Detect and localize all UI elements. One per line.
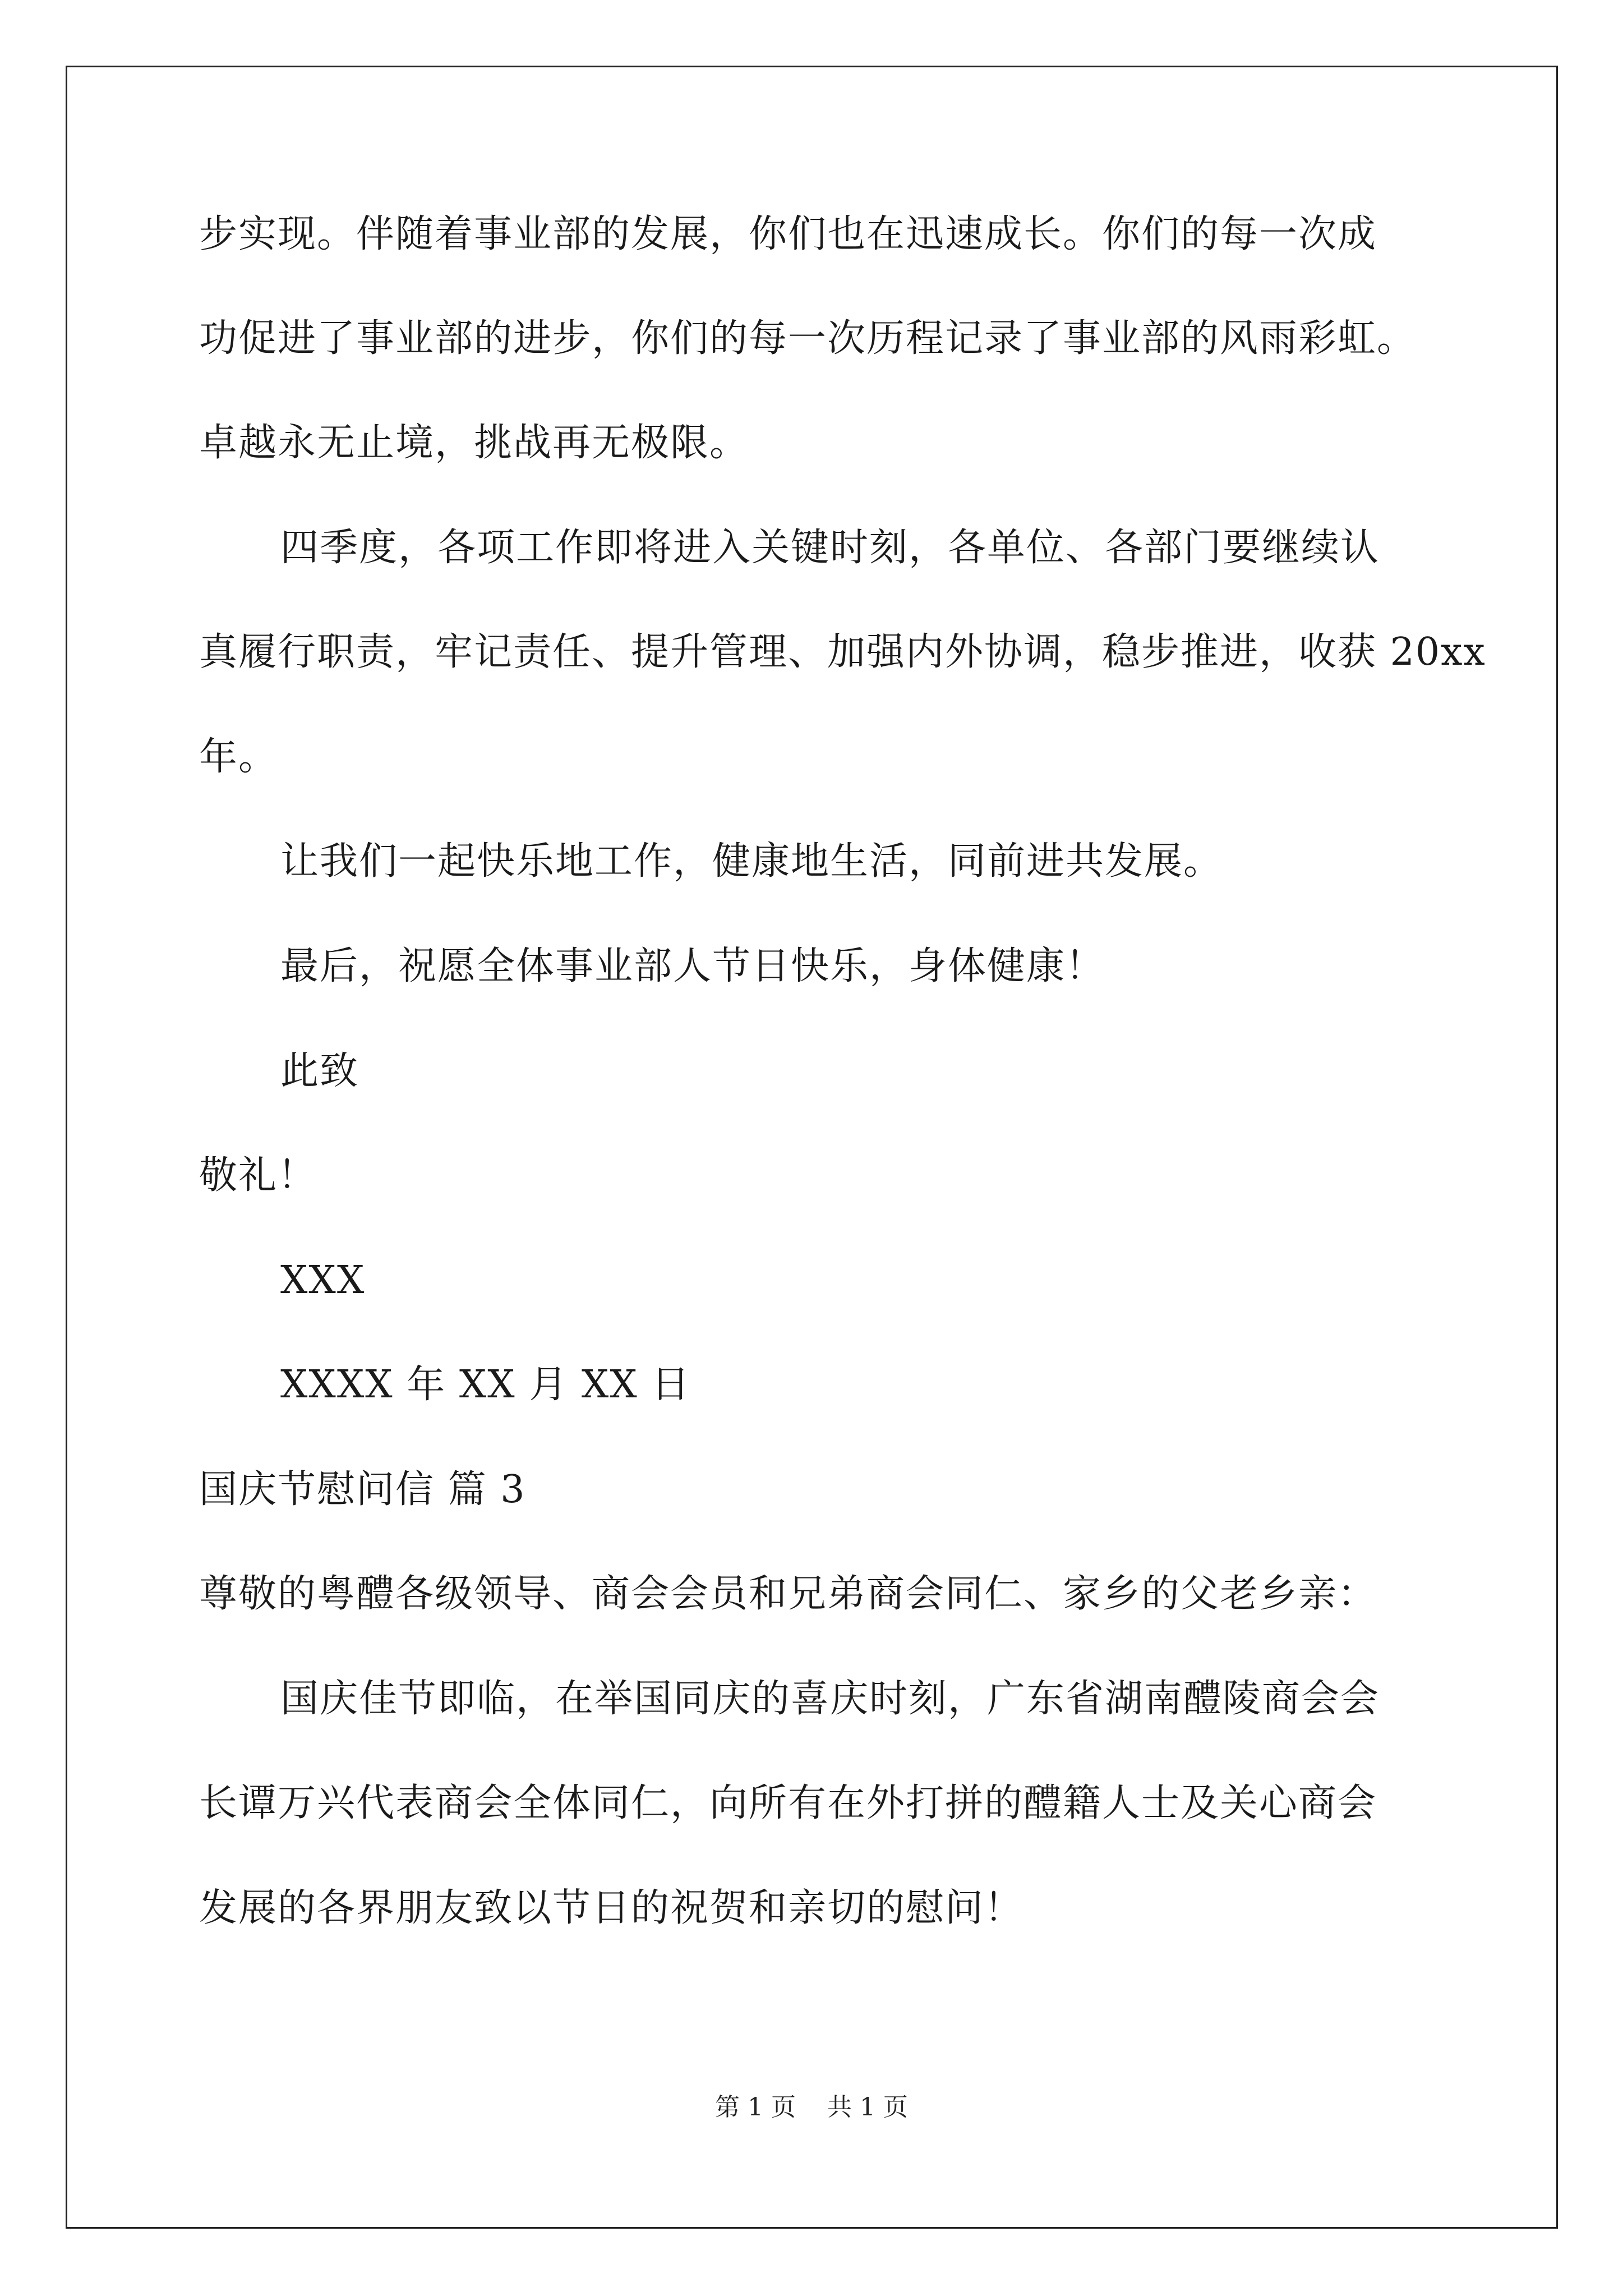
text-line: 卓越永无止境，挑战再无极限。 bbox=[199, 421, 749, 465]
letter-greeting: 尊敬的粤醴各级领导、商会会员和兄弟商会同仁、家乡的父老乡亲： bbox=[199, 1572, 1377, 1616]
text-line: 让我们一起快乐地工作，健康地生活，同前进共发展。 bbox=[280, 839, 1223, 884]
text-line: 国庆佳节即临，在举国同庆的喜庆时刻，广东省湖南醴陵商会会 bbox=[280, 1677, 1380, 1721]
closing-salutation: 此致 bbox=[280, 1049, 359, 1093]
page-number: 第 1 页 共 1 页 bbox=[715, 2093, 908, 2122]
signature-name: XXX bbox=[280, 1258, 366, 1303]
text-line: 发展的各界朋友致以节日的祝贺和亲切的慰问！ bbox=[199, 1886, 1024, 1930]
text-line: 功促进了事业部的进步，你们的每一次历程记录了事业部的风雨彩虹。 bbox=[199, 316, 1417, 361]
text-line: 步实现。伴随着事业部的发展，你们也在迅速成长。你们的每一次成 bbox=[199, 212, 1377, 256]
text-line: 最后，祝愿全体事业部人节日快乐，身体健康！ bbox=[280, 944, 1105, 988]
text-line: 长谭万兴代表商会全体同仁，向所有在外打拼的醴籍人士及关心商会 bbox=[199, 1781, 1377, 1825]
section-heading: 国庆节慰问信 篇 3 bbox=[199, 1467, 526, 1512]
text-line: 真履行职责，牢记责任、提升管理、加强内外协调，稳步推进，收获 20xx bbox=[199, 630, 1486, 674]
text-line: 四季度，各项工作即将进入关键时刻，各单位、各部门要继续认 bbox=[280, 526, 1380, 570]
text-line: 年。 bbox=[199, 735, 278, 779]
signature-date: XXXX 年 XX 月 XX 日 bbox=[280, 1363, 691, 1407]
closing-respect: 敬礼！ bbox=[199, 1153, 317, 1198]
